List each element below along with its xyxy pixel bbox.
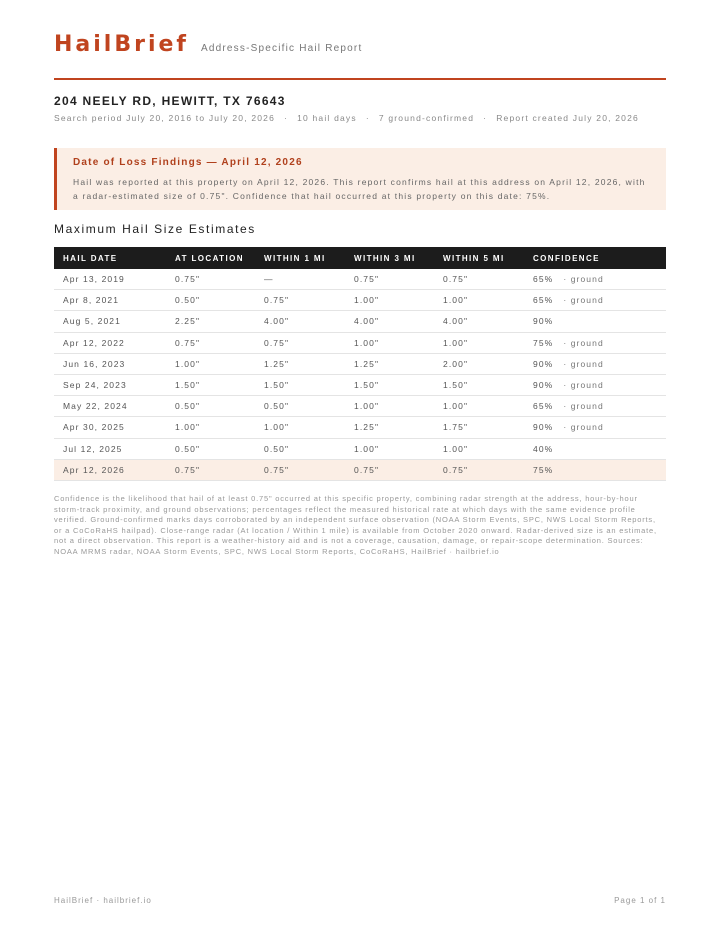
within-5mi-cell: 1.00" (434, 290, 524, 311)
hail-date-cell: May 22, 2024 (54, 396, 166, 417)
within-1mi-cell: 1.25" (255, 353, 345, 374)
findings-body: Hail was reported at this property on April 12, 2026. This report confirms hail at this address on April 12, 2026, with a radar-estimated size of 0.75". Confidence that hail occurred at this property on this date: 75%. (73, 177, 646, 201)
confidence-cell (524, 353, 666, 374)
table-row (54, 417, 666, 438)
findings-accent-bar (54, 148, 57, 210)
at-location-cell: 1.50" (166, 374, 255, 395)
hail-date-cell: Jul 12, 2025 (54, 438, 166, 459)
within-5mi-cell: 1.00" (434, 396, 524, 417)
methodology-footnote: Confidence is the likelihood that hail of at least 0.75" occurred at this specific property, combining radar strength at the address, hour-by-hour storm-track proximity, and ground observations; percentages reflect the measured historical rate at which days with the same evidence profile verified. Ground-confirmed marks days corroborated by an independent surface observation (NOAA Storm Events, SPC, NWS Local Storm Reports, or a CoCoRaHS hailpad). Close-range radar (At location / Within 1 mile) is available from October 2020 onward. Radar-derived size is an estimate, not a direct observation. This report is a weather-history aid and is not a coverage, causation, damage, or repair-scope determination. Sources: NOAA MRMS radar, NOAA Storm Events, SPC, NWS Local Storm Reports, CoCoRaHS, HailBrief · hailbrief.io (54, 494, 657, 556)
within-3mi-cell: 1.25" (345, 353, 434, 374)
within-5mi-cell: 0.75" (434, 269, 524, 290)
within-3mi-cell: 1.00" (345, 438, 434, 459)
hail-size-table (54, 247, 666, 481)
confidence-value: 65% (533, 401, 554, 412)
confidence-value: 90% (533, 380, 554, 391)
hail-date-cell: Aug 5, 2021 (54, 311, 166, 332)
report-header (54, 32, 666, 57)
confidence-cell (524, 459, 666, 480)
within-1mi-cell: 4.00" (255, 311, 345, 332)
hail-date-cell: Sep 24, 2023 (54, 374, 166, 395)
property-address: 204 NEELY RD, HEWITT, TX 76643 (54, 94, 286, 108)
hail-date-cell: Apr 30, 2025 (54, 417, 166, 438)
confidence-cell (524, 311, 666, 332)
within-1mi-cell: 0.50" (255, 396, 345, 417)
within-3mi-cell: 1.25" (345, 417, 434, 438)
confidence-value: 90% (533, 316, 554, 327)
ground-confirmed-marker: · ground (563, 274, 604, 285)
table-row (54, 459, 666, 480)
at-location-cell: 1.00" (166, 353, 255, 374)
confidence-cell (524, 290, 666, 311)
column-header: WITHIN 3 MI (345, 247, 434, 269)
column-header: WITHIN 5 MI (434, 247, 524, 269)
hail-date-cell: Apr 8, 2021 (54, 290, 166, 311)
column-header: CONFIDENCE (524, 247, 666, 269)
within-3mi-cell: 1.50" (345, 374, 434, 395)
within-1mi-cell: — (255, 269, 345, 290)
hail-date-cell: Jun 16, 2023 (54, 353, 166, 374)
meta-separator: · (284, 113, 289, 123)
footer-brand: HailBrief · hailbrief.io (54, 896, 152, 905)
ground-confirmed-marker: · ground (563, 380, 604, 391)
ground-confirmed-marker: · ground (563, 337, 604, 348)
date-of-loss-findings (54, 148, 666, 210)
within-5mi-cell: 1.75" (434, 417, 524, 438)
at-location-cell: 0.75" (166, 269, 255, 290)
table-row (54, 269, 666, 290)
table-row (54, 353, 666, 374)
within-3mi-cell: 4.00" (345, 311, 434, 332)
brand-logo: HailBrief (54, 32, 189, 57)
table-header-row (54, 247, 666, 269)
within-1mi-cell: 0.75" (255, 332, 345, 353)
within-5mi-cell: 0.75" (434, 459, 524, 480)
meta-separator: · (483, 113, 488, 123)
hail-date-cell: Apr 13, 2019 (54, 269, 166, 290)
report-page (54, 0, 666, 932)
column-header: WITHIN 1 MI (255, 247, 345, 269)
table-row (54, 374, 666, 395)
at-location-cell: 0.75" (166, 332, 255, 353)
page-number: Page 1 of 1 (614, 896, 666, 905)
section-title: Maximum Hail Size Estimates (54, 222, 256, 236)
table-row (54, 438, 666, 459)
confidence-cell (524, 396, 666, 417)
ground-confirmed-marker: · ground (563, 422, 604, 433)
ground-confirmed-marker: · ground (563, 295, 604, 306)
within-5mi-cell: 1.00" (434, 438, 524, 459)
confidence-value: 90% (533, 422, 554, 433)
table-row (54, 290, 666, 311)
confidence-cell (524, 438, 666, 459)
findings-title: Date of Loss Findings — April 12, 2026 (73, 157, 303, 168)
within-5mi-cell: 2.00" (434, 353, 524, 374)
table-row (54, 396, 666, 417)
within-3mi-cell: 1.00" (345, 332, 434, 353)
within-3mi-cell: 0.75" (345, 459, 434, 480)
report-created-date: Report created July 20, 2026 (496, 113, 639, 123)
at-location-cell: 0.50" (166, 396, 255, 417)
confidence-cell (524, 269, 666, 290)
confidence-value: 75% (533, 337, 554, 348)
confidence-value: 65% (533, 274, 554, 285)
within-1mi-cell: 0.75" (255, 459, 345, 480)
at-location-cell: 2.25" (166, 311, 255, 332)
report-meta (54, 113, 639, 123)
at-location-cell: 0.50" (166, 438, 255, 459)
table-row (54, 311, 666, 332)
within-1mi-cell: 1.50" (255, 374, 345, 395)
confidence-value: 40% (533, 443, 554, 454)
header-rule (54, 78, 666, 80)
at-location-cell: 1.00" (166, 417, 255, 438)
table-row (54, 332, 666, 353)
search-period: Search period July 20, 2016 to July 20, 2026 (54, 113, 276, 123)
meta-separator: · (365, 113, 370, 123)
ground-confirmed-count: 7 ground-confirmed (378, 113, 475, 123)
within-1mi-cell: 0.50" (255, 438, 345, 459)
hail-date-cell: Apr 12, 2026 (54, 459, 166, 480)
confidence-value: 90% (533, 358, 554, 369)
within-1mi-cell: 0.75" (255, 290, 345, 311)
confidence-value: 65% (533, 295, 554, 306)
ground-confirmed-marker: · ground (563, 358, 604, 369)
confidence-cell (524, 417, 666, 438)
within-3mi-cell: 1.00" (345, 396, 434, 417)
at-location-cell: 0.75" (166, 459, 255, 480)
confidence-value: 75% (533, 464, 554, 475)
within-5mi-cell: 1.00" (434, 332, 524, 353)
within-1mi-cell: 1.00" (255, 417, 345, 438)
confidence-cell (524, 332, 666, 353)
column-header: AT LOCATION (166, 247, 255, 269)
hail-date-cell: Apr 12, 2022 (54, 332, 166, 353)
confidence-cell (524, 374, 666, 395)
within-3mi-cell: 1.00" (345, 290, 434, 311)
within-5mi-cell: 4.00" (434, 311, 524, 332)
within-3mi-cell: 0.75" (345, 269, 434, 290)
column-header: HAIL DATE (54, 247, 166, 269)
ground-confirmed-marker: · ground (563, 401, 604, 412)
within-5mi-cell: 1.50" (434, 374, 524, 395)
tagline: Address-Specific Hail Report (201, 43, 363, 54)
at-location-cell: 0.50" (166, 290, 255, 311)
hail-days-count: 10 hail days (297, 113, 357, 123)
